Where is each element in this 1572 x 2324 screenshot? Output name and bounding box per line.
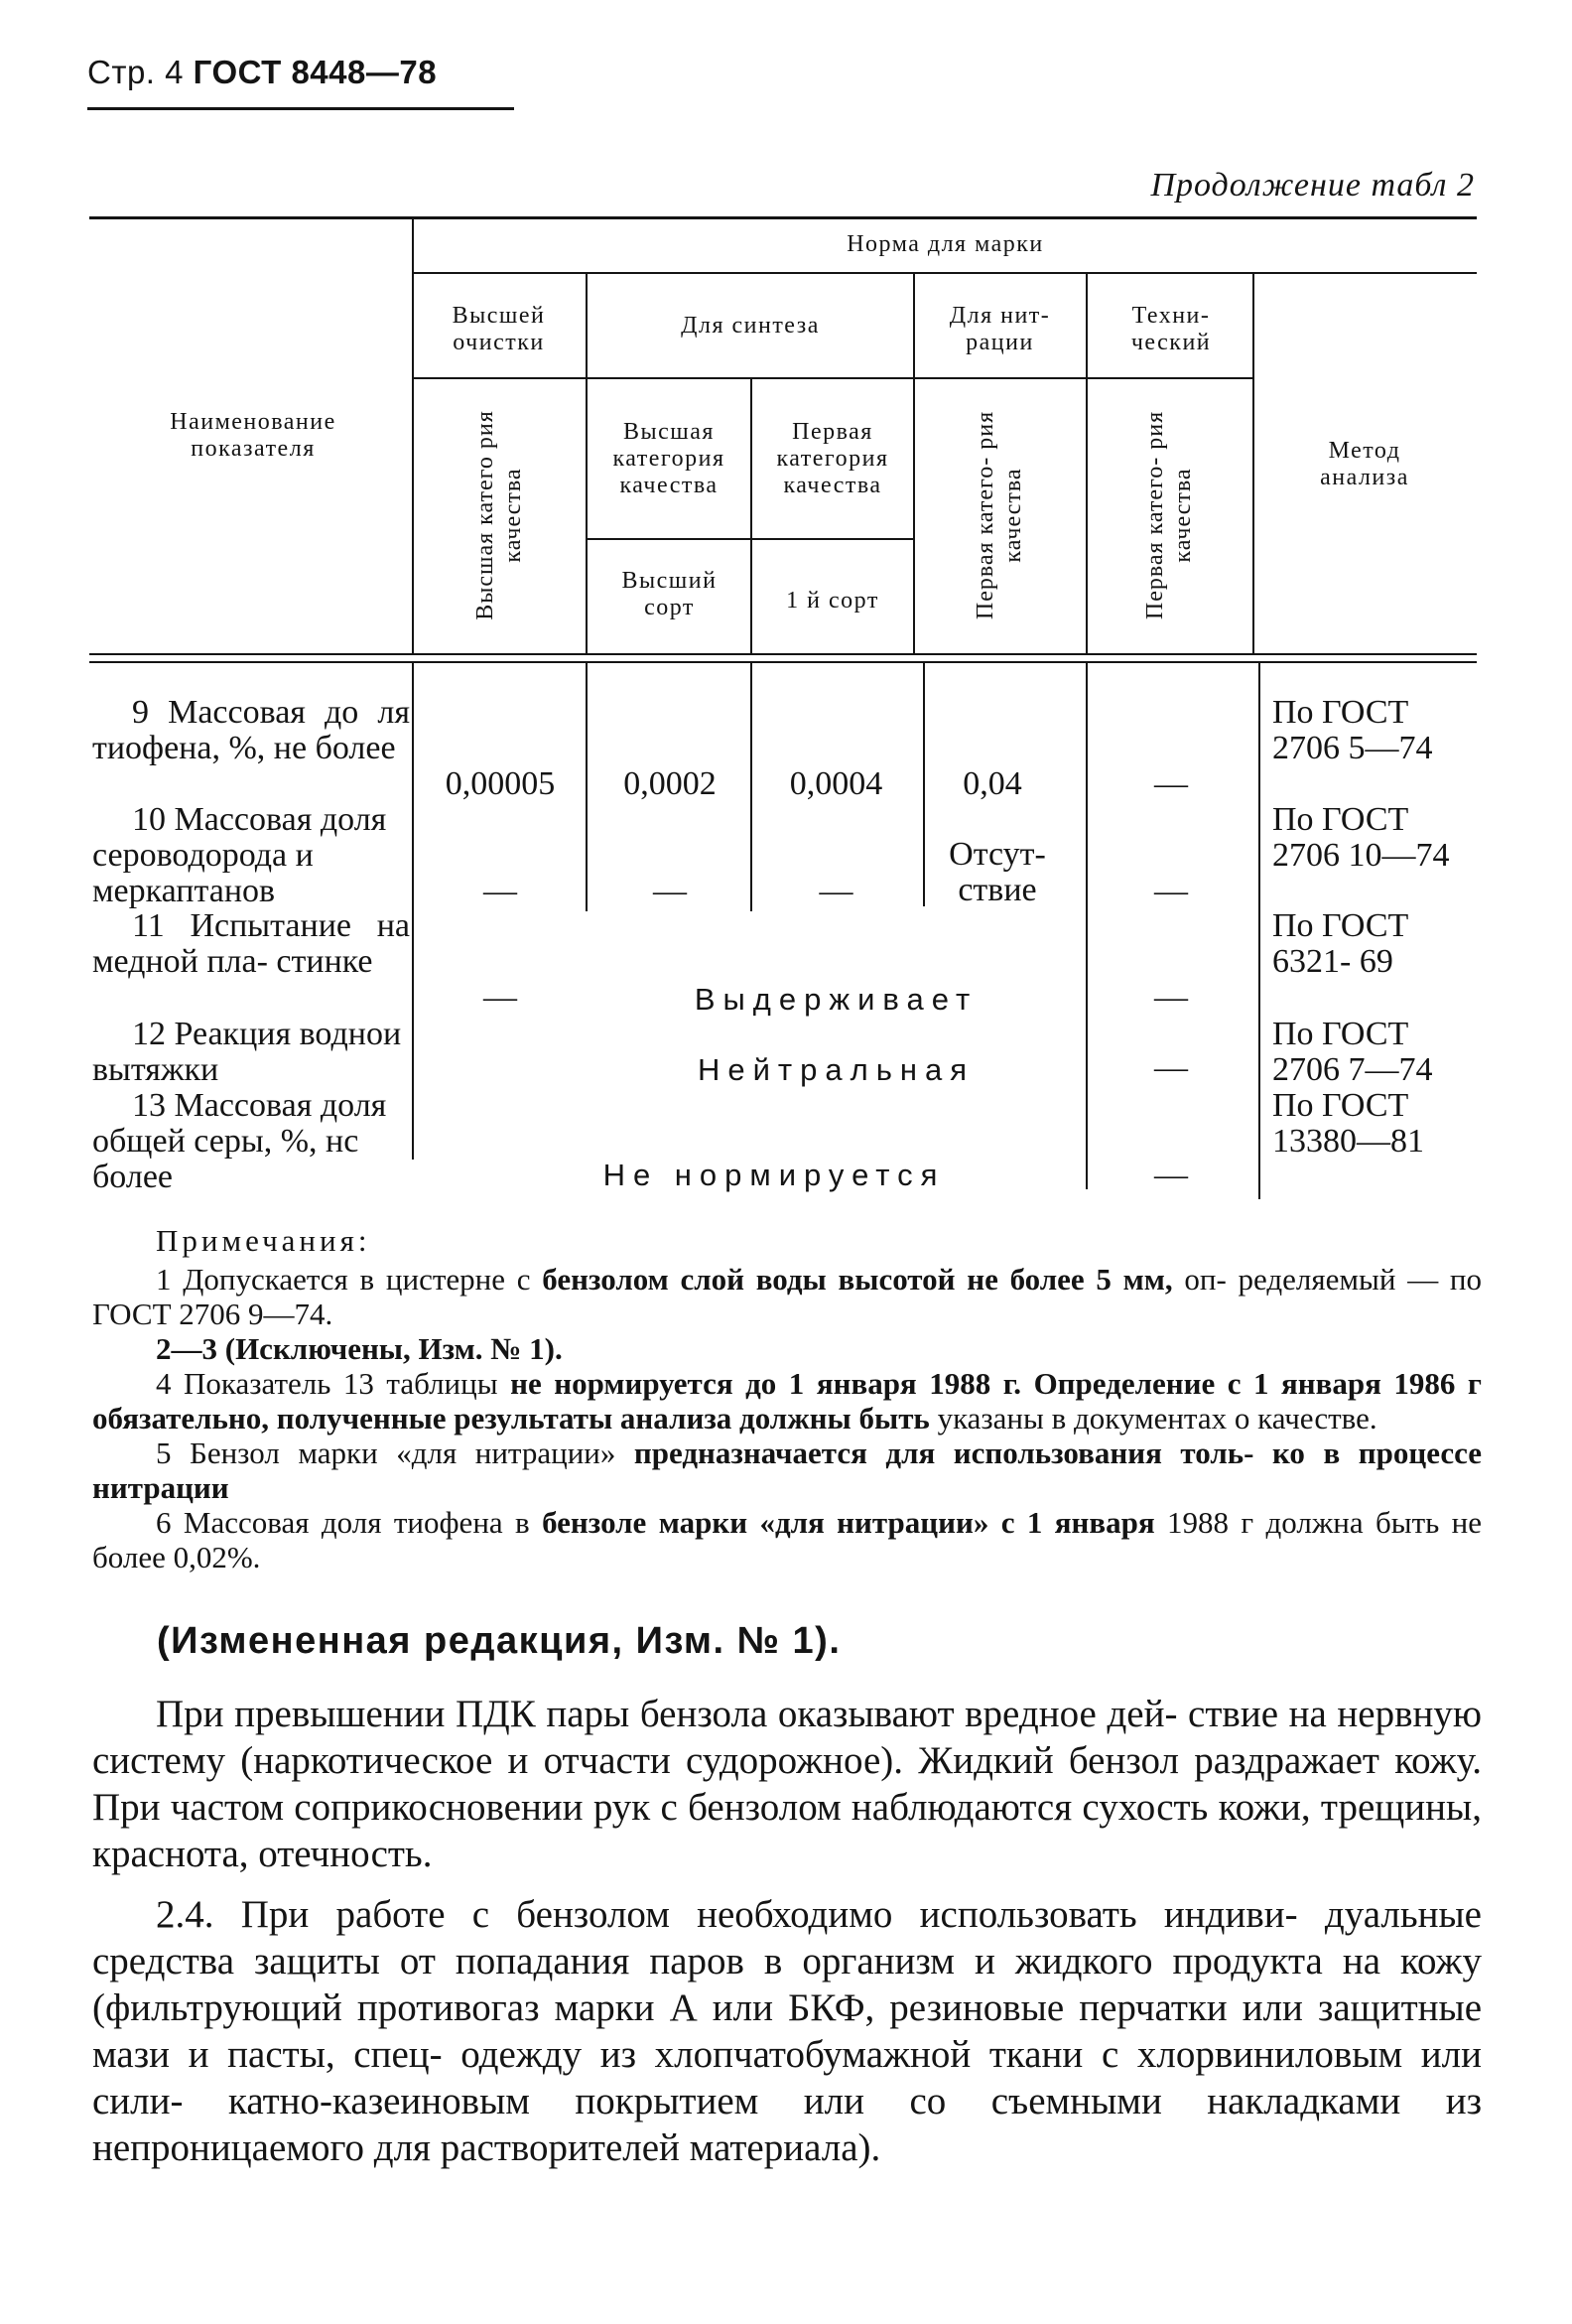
header-rule	[87, 107, 514, 110]
row-11-span: Выдерживает	[694, 982, 979, 1017]
header-double-rule-2	[89, 661, 1477, 663]
table-continuation-label: Продолжение табл 2	[1150, 167, 1475, 204]
method-header: Метод анализа	[1320, 438, 1409, 490]
row-10-v3: —	[819, 873, 853, 909]
rule-synth-split	[586, 538, 913, 540]
group-synthesis: Для синтеза	[681, 313, 820, 339]
sub-synth-highest-grade: Высший сорт	[621, 568, 718, 620]
vrule-b1	[412, 663, 414, 1160]
group-technical: Техни- ческий	[1130, 303, 1212, 355]
page-label: Стр. 4	[87, 54, 184, 90]
group-highest-purity: Высшей очистки	[452, 303, 546, 355]
row-11-v1: —	[483, 979, 517, 1016]
vrule-b5	[1086, 663, 1088, 1189]
row-9-name: 9 Массовая до ля тиофена, %, не более	[92, 694, 410, 766]
header-double-rule-1	[89, 653, 1477, 655]
vrule-h3	[750, 379, 752, 655]
rule-below-norm	[412, 272, 1477, 274]
vrule-b2a	[586, 663, 588, 911]
row-9-v5: —	[1154, 765, 1188, 802]
note-1: 1 Допускается в цистерне с бензолом слой воды высотой не более 5 мм, оп- ределяемый — по ГОСТ 2706 9—74.	[92, 1262, 1483, 1331]
vrule-b4a	[923, 663, 925, 906]
row-9-v4: 0,04	[963, 765, 1022, 802]
page-header	[87, 54, 437, 91]
vrule-b6	[1258, 663, 1260, 1199]
row-11-method: По ГОСТ 6321- 69	[1272, 907, 1409, 980]
sub-synth-first-grade: 1 й сорт	[786, 588, 879, 614]
note-2-3: 2—3 (Исключены, Изм. № 1).	[156, 1331, 563, 1366]
row-10-v4: Отсут- ствие	[949, 836, 1046, 908]
sub-synth-first-cat: Первая категория качества	[776, 419, 889, 498]
row-13-name: 13 Массовая доля общей серы, %, нс более	[92, 1087, 387, 1195]
row-11-name: 11 Испытание на медной пла- стинке	[92, 907, 410, 980]
paragraph-1: При превышении ПДК пары бензола оказывают вредное дей- ствие на нервную систему (наркотическое и отчасти судорожное). Жидкий бензол раздражает кожу. При частом соприкосновении рук с бензолом наблюдаются сухость кожи, трещины, краснота, отечность.	[92, 1693, 1482, 1875]
table-notes	[92, 1223, 1482, 1574]
paragraph-2-4: 2.4. При работе с бензолом необходимо использовать индиви- дуальные средства защиты от попадания паров в организм и жидкого продукта на кожу (фильтрующий противогаз марки А или БКФ, резиновые перчатки или защитные мази и пасты, спец- одежду из хлопчатобумажной ткани с хлорвиниловым или сили- катно-казеиновым покрытием или со съемными накладками из непроницаемого для растворителей материала).	[92, 1893, 1482, 2169]
note-5: 5 Бензол марки «для нитрации» предназначается для использования толь- ко в процессе нитрации	[92, 1435, 1482, 1505]
note-4: 4 Показатель 13 таблицы не нормируется до 1 января 1988 г. Определение с 1 января 1986 г обязательно, полученные результаты анализа должны быть указаны в документах о качестве.	[92, 1366, 1482, 1435]
row-9-v2: 0,0002	[623, 765, 717, 802]
col-name-header: Наименование показателя	[170, 409, 336, 462]
row-10-v5: —	[1154, 873, 1188, 909]
group-nitration: Для нит- рации	[949, 303, 1051, 355]
row-10-v2: —	[653, 873, 687, 909]
row-9-v1: 0,00005	[445, 765, 556, 802]
sub-nitration-cat: Первая катего- рия качества	[973, 410, 1026, 620]
row-13-span: Не нормируется	[602, 1158, 946, 1192]
row-9-v3: 0,0004	[789, 765, 883, 802]
vrule-h6	[1252, 274, 1254, 655]
body-text	[92, 1691, 1482, 2171]
row-13-method: По ГОСТ 13380—81	[1272, 1087, 1424, 1160]
table-top-rule	[89, 216, 1477, 219]
rule-below-groups	[412, 377, 1252, 379]
row-10-name: 10 Массовая доля сероводорода и меркаптанов	[92, 801, 387, 909]
vrule-h4	[913, 274, 915, 655]
vrule-h5	[1086, 274, 1088, 655]
row-10-method: По ГОСТ 2706 10—74	[1272, 801, 1450, 874]
note-6: 6 Массовая доля тиофена в бензоле марки «для нитрации» с 1 января 1988 г должна быть не более 0,02%.	[92, 1505, 1483, 1574]
row-11-v5: —	[1154, 979, 1188, 1016]
revision-note: (Измененная редакция, Изм. № 1).	[157, 1620, 842, 1662]
sub-highest-purity-cat: Высшая катего рия качества	[472, 410, 526, 620]
row-9-method: По ГОСТ 2706 5—74	[1272, 694, 1433, 766]
row-10-v1: —	[483, 873, 517, 909]
vrule-h1	[412, 218, 414, 655]
row-12-name: 12 Реакция воднои вытяжки	[92, 1016, 402, 1088]
row-12-span: Нейтральная	[697, 1052, 975, 1087]
row-12-method: По ГОСТ 2706 7—74	[1272, 1016, 1433, 1088]
vrule-b3a	[750, 663, 752, 911]
notes-title: Примечания:	[156, 1223, 371, 1258]
doc-code: ГОСТ 8448—78	[193, 54, 438, 90]
row-12-v5: —	[1154, 1049, 1188, 1086]
sub-technical-cat: Первая катего- рия качества	[1142, 410, 1196, 620]
sub-synth-highest-cat: Высшая категория качества	[612, 419, 725, 498]
norm-header: Норма для марки	[847, 231, 1044, 257]
row-13-v5: —	[1154, 1157, 1188, 1193]
